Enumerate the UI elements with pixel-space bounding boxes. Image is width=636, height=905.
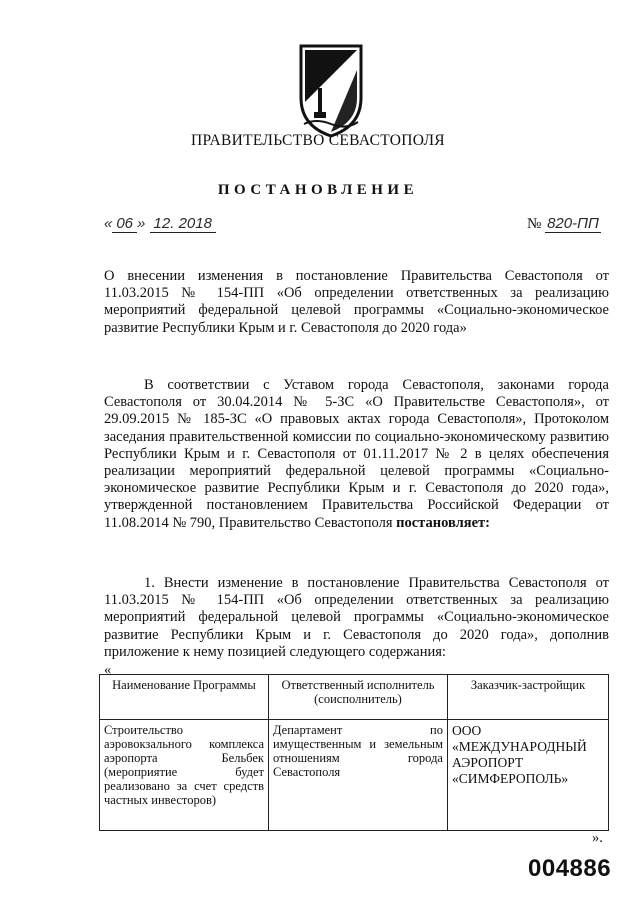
- header-executor: Ответственный исполнитель (соисполнитель): [269, 675, 448, 720]
- quote-open: «: [104, 662, 112, 678]
- header-program: Наименование Программы: [100, 675, 269, 720]
- stamp-number: 004886: [528, 855, 612, 882]
- cell-program: Строительство аэровокзального комплекса аэропорта Бельбек (мероприятие будет реализовано за счет средств частных инвесторов): [100, 720, 269, 831]
- program-table: [99, 674, 609, 831]
- table-header-row: [100, 675, 609, 720]
- preamble-paragraph: В соответствии с Уставом города Севастополя, законами города Севастополя от 30.04.2014 № 5-ЗС «О Правительстве Севастополя», от 29.09.2015 № 185-ЗС «О правовых актах города Севастополя», Протоколом заседания правительственной комиссии по социально-экономическому развитию Республики Крым и г. Севастополя от 01.11.2017 № 2 в целях обеспечения реализации мероприятий федеральной целевой программы «Социально-экономическое развитие Республики Крым и г. Севастополя до 2020 года», утвержденной постановлением Правительства Российской Федерации от 11.08.2014 № 790, Правительство Севастополя постановляет:: [104, 377, 609, 531]
- government-name: ПРАВИТЕЛЬСТВО СЕВАСТОПОЛЯ: [191, 132, 445, 149]
- table-row: [100, 720, 609, 831]
- header-customer: Заказчик-застройщик: [448, 675, 609, 720]
- cell-executor: Департамент по имущественным и земельным отношениям города Севастополя: [269, 720, 448, 831]
- preamble-bold: постановляет:: [396, 514, 490, 531]
- document-date: « 06 » 12. 2018: [104, 215, 216, 232]
- document-number: № 820-ПП: [527, 215, 599, 232]
- coat-of-arms-icon: [296, 40, 366, 140]
- document-title: О внесении изменения в постановление Правительства Севастополя от 11.03.2015 № 154-ПП «Об определении ответственных за реализацию мероприятий федеральной целевой программы «Социально-экономическое развитие Республики Крым и г. Севастополя до 2020 года»: [104, 268, 609, 336]
- document-type: ПОСТАНОВЛЕНИЕ: [217, 182, 419, 198]
- quote-close: ».: [592, 830, 603, 846]
- cell-customer: ООО «МЕЖДУНАРОДНЫЙ АЭРОПОРТ «СИМФЕРОПОЛЬ»: [448, 720, 609, 831]
- item-1-paragraph: 1. Внести изменение в постановление Правительства Севастополя от 11.03.2015 № 154-ПП «Об определении ответственных за реализацию мероприятий федеральной целевой программы «Социально-экономическое развитие Республики Крым и г. Севастополя до 2020 года», дополнив приложение к нему позицией следующего содержания:: [104, 575, 609, 660]
